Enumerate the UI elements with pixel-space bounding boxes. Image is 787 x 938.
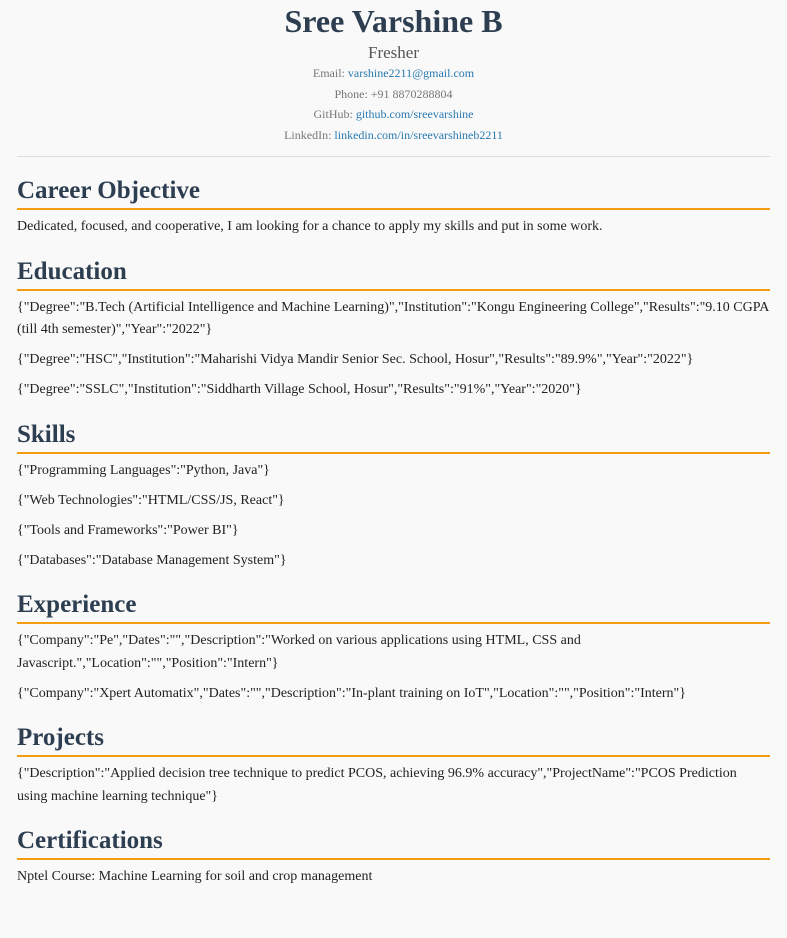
section-title: Skills [17,421,770,454]
phone-line [17,84,770,105]
section-career-objective [17,177,770,239]
linkedin-link[interactable]: linkedin.com/in/sreevarshineb2211 [334,127,503,142]
education-entry: {"Degree":"HSC","Institution":"Maharishi Vidya Mandir Senior Sec. School, Hosur","Results":"89.9%","Year":"2022"} [17,352,694,367]
education-entry: {"Degree":"SSLC","Institution":"Siddharth Village School, Hosur","Results":"91%","Year":"2020"} [17,382,582,397]
phone-value: +91 8870288804 [370,86,453,101]
section-projects [17,724,770,808]
section-title: Experience [17,591,770,624]
contact-info [17,63,770,145]
section-title: Education [17,258,770,291]
github-label: GitHub: [313,107,353,121]
section-title: Career Objective [17,177,770,210]
header-divider [17,156,770,157]
candidate-role: Fresher [368,43,419,62]
experience-entry: {"Company":"Pe","Dates":"","Description":"Worked on various applications using HTML, CSS and Javascript.","Location":"","Position":"Intern"} [17,633,581,671]
email-label: Email: [312,66,345,80]
experience-entry: {"Company":"Xpert Automatix","Dates":"","Description":"In-plant training on IoT","Location":"","Position":"Intern"} [17,685,686,701]
resume-header [17,0,770,157]
section-certifications [17,827,770,889]
email-line [17,63,770,84]
section-education [17,258,770,402]
candidate-name: Sree Varshine B [284,3,503,39]
github-link[interactable]: github.com/sreevarshine [355,107,474,121]
skill-entry: {"Web Technologies":"HTML/CSS/JS, React"} [17,492,285,508]
career-objective-text: Dedicated, focused, and cooperative, I am looking for a chance to apply my skills and put in some work. [17,219,603,234]
certification-entry: Nptel Course: Machine Learning for soil and crop management [17,869,373,884]
skill-entry: {"Programming Languages":"Python, Java"} [17,462,270,478]
phone-label: Phone: [334,86,368,101]
email-link[interactable]: varshine2211@gmail.com [347,66,475,80]
skill-entry: {"Databases":"Database Management System"} [17,552,287,568]
section-skills [17,421,770,573]
skill-entry: {"Tools and Frameworks":"Power BI"} [17,522,239,538]
education-entry: {"Degree":"B.Tech (Artificial Intelligence and Machine Learning)","Institution":"Kongu Engineering College","Results":"9.10 CGPA (till 4th semester)","Year":"2022"} [17,299,769,337]
section-title: Certifications [17,827,770,860]
section-title: Projects [17,724,770,757]
github-line [17,104,770,125]
linkedin-line [17,125,770,146]
section-experience [17,591,770,705]
project-entry: {"Description":"Applied decision tree technique to predict PCOS, achieving 96.9% accuracy","ProjectName":"PCOS Prediction using machine learning technique"} [17,766,737,804]
linkedin-label: LinkedIn: [284,127,332,142]
